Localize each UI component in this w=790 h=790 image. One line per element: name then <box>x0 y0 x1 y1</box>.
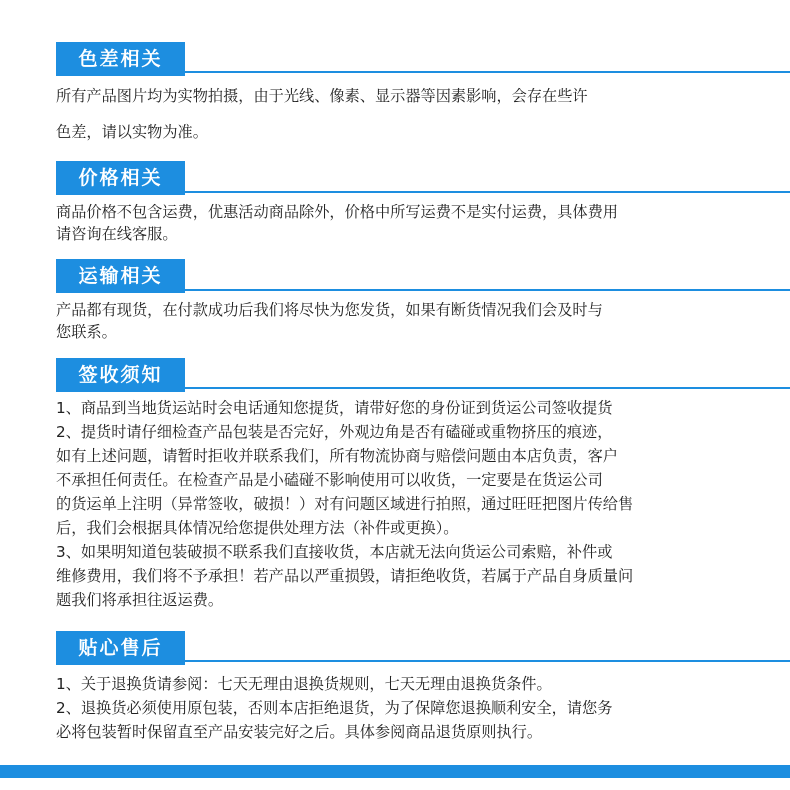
footer-accent-bar <box>0 765 790 778</box>
section-title: 贴心售后 <box>56 631 185 665</box>
paragraph-line: 3、如果明知道包装破损不联系我们直接收货，本店就无法向货运公司索赔，补件或 <box>56 543 613 561</box>
paragraph-line: 2、退换货必须使用原包装，否则本店拒绝退货，为了保障您退换顺利安全，请您务 <box>56 699 613 717</box>
paragraph-line: 维修费用，我们将不予承担！若产品以严重损毁，请拒绝收货，若属于产品自身质量问 <box>56 567 634 585</box>
paragraph-line: 1、关于退换货请参阅：七天无理由退换货规则，七天无理由退换货条件。 <box>56 675 552 693</box>
paragraph-line: 色差，请以实物为准。 <box>56 123 208 141</box>
paragraph-line: 的货运单上注明（异常签收，破损！）对有问题区域进行拍照，通过旺旺把图片传给售 <box>56 495 634 513</box>
section-title: 签收须知 <box>56 358 185 392</box>
paragraph-line: 后，我们会根据具体情况给您提供处理方法（补件或更换）。 <box>56 519 459 537</box>
section-title: 价格相关 <box>56 161 185 195</box>
paragraph-line: 不承担任何责任。在检查产品是小磕碰不影响使用可以收货，一定要是在货运公司 <box>56 471 603 489</box>
paragraph-line: 商品价格不包含运费，优惠活动商品除外，价格中所写运费不是实付运费，具体费用 <box>56 203 618 221</box>
paragraph-line: 题我们将承担往返运费。 <box>56 591 224 609</box>
paragraph-line: 所有产品图片均为实物拍摄，由于光线、像素、显示器等因素影响，会存在些许 <box>56 87 588 105</box>
paragraph-line: 必将包装暂时保留直至产品安装完好之后。具体参阅商品退货原则执行。 <box>56 723 542 741</box>
paragraph-line: 1、商品到当地货运站时会电话通知您提货，请带好您的身份证到货运公司签收提货 <box>56 399 613 417</box>
section-title: 运输相关 <box>56 259 185 293</box>
paragraph-line: 如有上述问题，请暂时拒收并联系我们，所有物流协商与赔偿问题由本店负责，客户 <box>56 447 618 465</box>
paragraph-line: 您联系。 <box>56 323 117 341</box>
paragraph-line: 产品都有现货，在付款成功后我们将尽快为您发货，如果有断货情况我们会及时与 <box>56 301 603 319</box>
paragraph-line: 2、提货时请仔细检查产品包装是否完好，外观边角是否有磕碰或重物挤压的痕迹， <box>56 423 613 441</box>
paragraph-line: 请咨询在线客服。 <box>56 225 178 243</box>
section-title: 色差相关 <box>56 42 185 76</box>
